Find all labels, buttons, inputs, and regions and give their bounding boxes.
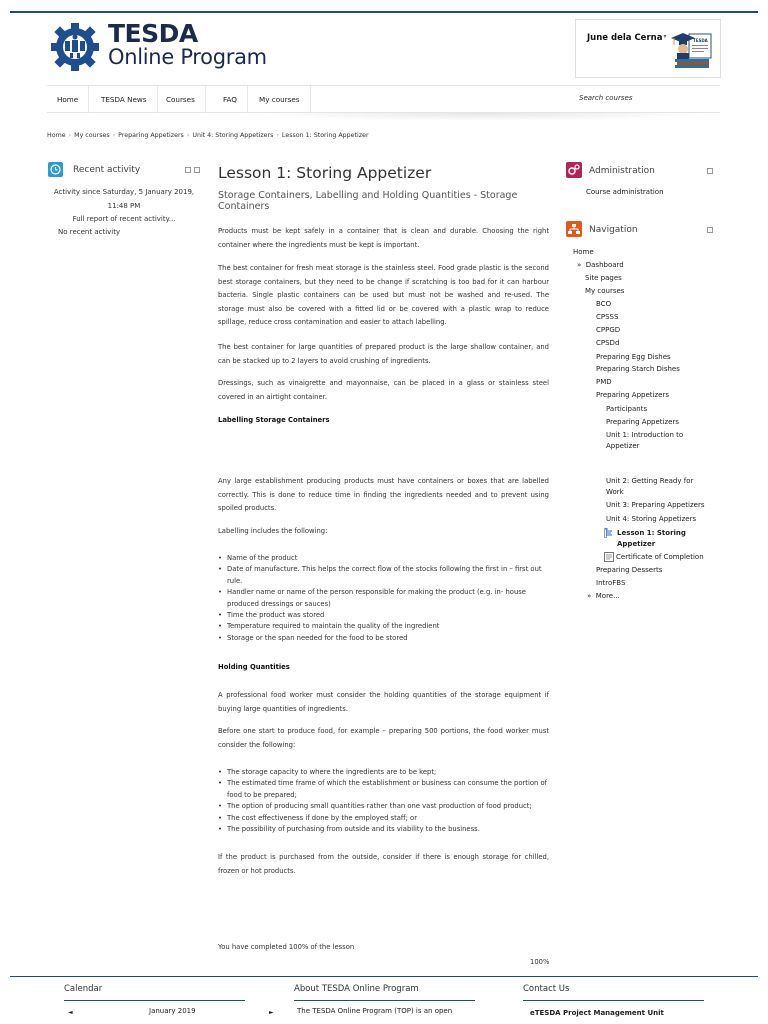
lesson-icon: [604, 528, 614, 541]
dock-icon[interactable]: [194, 167, 200, 173]
nav-tree-course[interactable]: Preparing Desserts: [596, 566, 663, 574]
logo-title: TESDA: [108, 19, 198, 48]
collapse-icon[interactable]: [707, 168, 713, 174]
nav-tree-section[interactable]: Preparing Appetizers: [606, 418, 679, 426]
paragraph: A professional food worker must consider the holding quantities of the storage equipment if buying large quantities of ingredients.: [218, 691, 549, 713]
activity-since: Activity since Saturday, 5 January 2019, 11:48 PM: [53, 188, 195, 210]
nav-tree-course[interactable]: CPPGD: [596, 326, 621, 334]
administration-block: [566, 162, 716, 196]
paragraph: The best container for fresh meat storage is the stainless steel. Food grade plastic is the second best storage containers, but they need to be change if scratching is too bad for it can harbour bacteria. Single plastic containers can be used but must not be washed and re-used. The storage must also be covered with a fitted lid or be covered with a plastic wrap to reduce spillage, reduce cross contamination and easier to attach labelling.: [218, 264, 549, 327]
nav-tree-participants[interactable]: Participants: [606, 405, 648, 413]
footer-rule: [10, 976, 758, 977]
administration-title: Administration: [589, 166, 655, 176]
list-item: • Date of manufacture. This helps the correct flow of the stocks following the first in – first out rule.: [218, 564, 549, 587]
nav-shadow: [247, 113, 720, 121]
nav-tree-site-pages[interactable]: Site pages: [585, 274, 622, 282]
breadcrumb-home[interactable]: Home: [47, 132, 66, 139]
paragraph: Dressings, such as vinaigrette and mayonnaise, can be placed in a glass or stainless steel covered in an airtight container.: [218, 379, 549, 401]
next-month-icon[interactable]: ►: [269, 1009, 274, 1016]
list-item: • Name of the product: [218, 553, 549, 564]
navigation-block: [566, 221, 716, 239]
nav-tree-course[interactable]: IntroFBS: [596, 579, 626, 587]
nav-tree-unit[interactable]: Unit 3: Preparing Appetizers: [606, 501, 705, 509]
certificate-icon: [604, 552, 614, 565]
nav-tesda-news[interactable]: TESDA News: [91, 86, 158, 113]
recent-activity-header: [48, 162, 208, 178]
list-item: • The option of producing small quantities rather than one vast production of food product;: [218, 801, 549, 812]
list-item: • Storage or the span needed for the food to be stored: [218, 633, 549, 644]
lesson-subtitle: Storage Containers, Labelling and Holding Quantities - Storage Containers: [218, 190, 518, 212]
search-input[interactable]: Search courses: [579, 94, 633, 102]
chevron-down-icon: ▾: [663, 33, 667, 40]
nav-my-courses[interactable]: My courses: [249, 86, 311, 113]
lesson-completed-text: You have completed 100% of the lesson: [218, 943, 355, 951]
paragraph: Labelling includes the following:: [218, 527, 328, 535]
breadcrumb: [47, 132, 369, 139]
graduate-avatar-icon: [671, 28, 715, 70]
nav-tree-course[interactable]: PMD: [596, 378, 612, 386]
breadcrumb-separator: ›: [68, 132, 72, 139]
no-recent-activity: No recent activity: [58, 227, 121, 236]
nav-tree-unit-current[interactable]: Unit 4: Storing Appetizers: [606, 515, 697, 523]
section-heading-holding: Holding Quantities: [218, 663, 290, 671]
list-item: • The storage capacity to where the ingredients are to be kept;: [218, 767, 549, 778]
nav-courses[interactable]: Courses: [156, 86, 206, 113]
calendar-month: January 2019: [149, 1007, 196, 1015]
nav-home[interactable]: Home: [47, 86, 89, 113]
list-item: • Temperature required to maintain the quality of the ingredient: [218, 621, 549, 632]
bullet-icon: »: [587, 592, 592, 600]
full-report-link[interactable]: Full report of recent activity...: [72, 215, 176, 223]
nav-tree-course[interactable]: CPSDd: [596, 339, 620, 347]
recent-activity-title: Recent activity: [73, 165, 141, 175]
grad-badge-text: TESDA: [693, 38, 708, 43]
list-item: • Time the product was stored: [218, 610, 549, 621]
nav-tree-unit[interactable]: Unit 2: Getting Ready for Work: [606, 477, 694, 496]
nav-tree-course[interactable]: CPSSS: [596, 313, 619, 321]
breadcrumb-my-courses[interactable]: My courses: [74, 132, 110, 139]
list-item: • Handler name or name of the person responsible for making the product (e.g. in- house produced dressings or sauces): [218, 587, 549, 610]
nav-faq[interactable]: FAQ: [213, 86, 248, 113]
tesda-logo[interactable]: [48, 21, 288, 73]
sitemap-icon: [566, 221, 582, 237]
breadcrumb-lesson: Lesson 1: Storing Appetizer: [281, 132, 369, 139]
list-item: • The estimated time frame of which the establishment or business can consume the portion of food to be prepared;: [218, 778, 549, 801]
paragraph: If the product is purchased from the outside, consider if there is enough storage for chilled, frozen or hot products.: [218, 853, 549, 875]
nav-tree-home[interactable]: Home: [573, 248, 594, 256]
user-name[interactable]: June dela Cerna▾: [587, 33, 667, 43]
nav-tree-course[interactable]: Preparing Egg Dishes: [596, 353, 671, 361]
footer-underline: [64, 1000, 245, 1001]
breadcrumb-separator: ›: [186, 132, 190, 139]
tesda-gear-icon: [48, 21, 104, 73]
nav-tree-my-courses[interactable]: My courses: [585, 287, 625, 295]
breadcrumb-course[interactable]: Preparing Appetizers: [118, 132, 184, 139]
lesson-title: Lesson 1: Storing Appetizer: [218, 164, 432, 182]
nav-tree-current-lesson[interactable]: Lesson 1: Storing Appetizer: [617, 529, 686, 548]
clock-icon: [48, 162, 63, 177]
calendar-nav: [64, 1007, 274, 1019]
paragraph: Before one start to produce food, for example – preparing 500 portions, the food worker must consider the following:: [218, 727, 549, 749]
logo-subtitle: Online Program: [108, 45, 267, 69]
contact-title: Contact Us: [523, 984, 570, 994]
about-title: About TESDA Online Program: [294, 984, 419, 994]
collapse-icon[interactable]: [185, 167, 191, 173]
section-heading-labelling: Labelling Storage Containers: [218, 416, 330, 424]
gears-icon: [566, 162, 582, 178]
user-menu[interactable]: [575, 19, 721, 78]
nav-tree-unit[interactable]: Unit 1: Introduction to Appetizer: [606, 431, 684, 450]
calendar-title: Calendar: [64, 984, 103, 994]
paragraph: The best container for large quantities of prepared product is the large shallow container, and can be stacked up to 2 layers to avoid crushing of ingredients.: [218, 343, 549, 365]
nav-tree-course[interactable]: Preparing Starch Dishes: [596, 365, 680, 373]
administration-header: [566, 162, 716, 180]
breadcrumb-separator: ›: [276, 132, 279, 139]
navigation-header: [566, 221, 716, 239]
footer-underline: [523, 1000, 704, 1001]
top-rule: [10, 11, 758, 13]
nav-tree-course-current[interactable]: Preparing Appetizers: [596, 391, 669, 399]
course-administration-link[interactable]: Course administration: [586, 188, 664, 196]
footer-contact: [523, 984, 704, 1021]
lesson-content: [218, 163, 549, 951]
breadcrumb-separator: ›: [112, 132, 116, 139]
nav-tree-more[interactable]: » More...: [587, 592, 620, 600]
navigation-title: Navigation: [589, 225, 638, 235]
list-item: • The possibility of purchasing from outside and its viability to the business.: [218, 824, 549, 835]
paragraph: Products must be kept safely in a container that is clean and durable. Choosing the right container where the ingredients must be kept is important.: [218, 227, 549, 249]
paragraph: Any large establishment producing products must have containers or boxes that are labelled correctly. This is done to reduce time in finding the ingredients needed and to prevent using spoiled products.: [218, 477, 549, 513]
list-item: • The cost effectiveness if done by the employed staff; or: [218, 813, 549, 824]
holding-list: [218, 767, 549, 835]
footer-about: [294, 984, 475, 1019]
nav-tree-course[interactable]: BCO: [596, 300, 612, 308]
prev-month-icon[interactable]: ◄: [68, 1009, 73, 1016]
labelling-list: [218, 553, 549, 644]
footer-calendar: [64, 984, 274, 1019]
bullet-icon: »: [577, 261, 582, 269]
breadcrumb-unit[interactable]: Unit 4: Storing Appetizers: [192, 132, 274, 139]
collapse-icon[interactable]: [707, 227, 713, 233]
footer-underline: [294, 1000, 475, 1001]
nav-tree-certificate[interactable]: Certificate of Completion: [616, 553, 704, 561]
contact-org: eTESDA Project Management Unit: [530, 1009, 664, 1017]
about-text: The TESDA Online Program (TOP) is an open: [297, 1007, 453, 1015]
recent-activity-block: [48, 162, 208, 236]
nav-tree-dashboard[interactable]: » Dashboard: [577, 261, 624, 269]
progress-percent: 100%: [530, 958, 550, 966]
